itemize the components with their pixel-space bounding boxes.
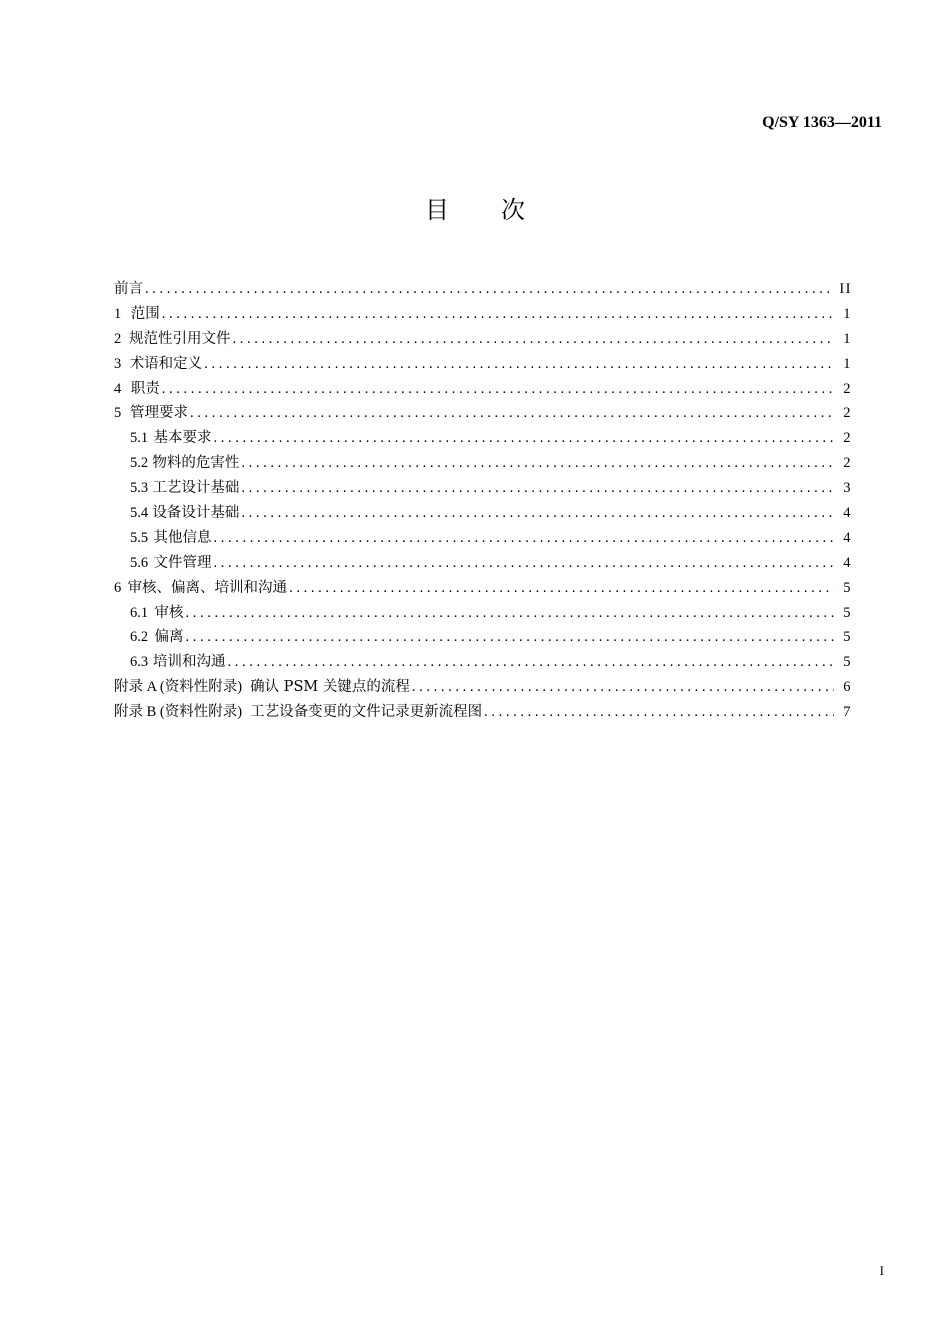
toc-entry-label: 文件管理 bbox=[153, 554, 212, 571]
toc-entry-label: 前言 bbox=[114, 281, 143, 297]
toc-entry-page: 5 bbox=[843, 629, 852, 646]
toc-entry-number: 附录 B (资料性附录) bbox=[114, 704, 243, 721]
toc-entry-number: 5.3 bbox=[130, 480, 149, 497]
page-number: I bbox=[879, 1263, 884, 1278]
toc-entry-number: 5.1 bbox=[130, 430, 149, 447]
toc-entry-number: 6.3 bbox=[130, 654, 149, 671]
toc-entry-number: 3 bbox=[114, 355, 122, 372]
toc-entry-page: 2 bbox=[843, 430, 852, 447]
toc-entry-number: 5.2 bbox=[130, 455, 149, 472]
page-title bbox=[0, 190, 950, 225]
toc-entry-number: 5 bbox=[114, 405, 122, 422]
toc-leader-dots bbox=[213, 555, 834, 572]
toc-entry[interactable] bbox=[114, 650, 852, 675]
table-of-contents bbox=[114, 277, 852, 725]
toc-entry-page: 5 bbox=[843, 654, 852, 671]
toc-entry-page: 2 bbox=[843, 380, 852, 397]
page-title-char-2: 次 bbox=[501, 196, 525, 224]
toc-entry-page: 7 bbox=[843, 704, 852, 721]
toc-entry-page: 5 bbox=[843, 579, 852, 596]
toc-entry[interactable] bbox=[114, 576, 852, 601]
toc-entry[interactable] bbox=[114, 501, 852, 526]
toc-leader-dots bbox=[412, 679, 834, 696]
toc-entry-page: 1 bbox=[843, 305, 852, 322]
page-title-char-1: 目 bbox=[425, 196, 449, 224]
toc-entry[interactable] bbox=[114, 451, 852, 476]
toc-entry-label: 物料的危害性 bbox=[152, 455, 240, 472]
toc-entry-page: 2 bbox=[843, 405, 852, 422]
toc-leader-dots bbox=[227, 654, 834, 671]
toc-entry-page: 4 bbox=[843, 529, 852, 546]
toc-leader-dots bbox=[241, 505, 834, 522]
toc-leader-dots bbox=[213, 530, 834, 547]
toc-leader-dots bbox=[186, 605, 834, 622]
toc-leader-dots bbox=[162, 306, 834, 323]
toc-entry-number: 2 bbox=[114, 330, 122, 347]
toc-entry-label: 术语和定义 bbox=[129, 355, 203, 372]
toc-entry[interactable] bbox=[114, 700, 852, 725]
toc-entry-number: 5.5 bbox=[130, 529, 149, 546]
toc-entry-page: 3 bbox=[843, 480, 852, 497]
toc-entry[interactable] bbox=[114, 551, 852, 576]
toc-leader-dots bbox=[162, 381, 834, 398]
toc-leader-dots bbox=[241, 455, 834, 472]
toc-entry-label: 范围 bbox=[130, 305, 160, 322]
toc-entry[interactable] bbox=[114, 526, 852, 551]
toc-entry-label: 工艺设备变更的文件记录更新流程图 bbox=[250, 704, 483, 721]
toc-entry-page: 6 bbox=[843, 679, 852, 696]
toc-leader-dots bbox=[484, 704, 834, 721]
toc-entry-page: 2 bbox=[843, 455, 852, 472]
standard-code: Q/SY 1363—2011 bbox=[762, 114, 882, 131]
toc-entry-page: 1 bbox=[843, 355, 852, 372]
toc-leader-dots bbox=[213, 430, 834, 447]
toc-entry-label: 确认 PSM 关键点的流程 bbox=[250, 679, 410, 696]
toc-entry-label: 职责 bbox=[130, 380, 160, 397]
toc-entry-label: 规范性引用文件 bbox=[128, 330, 231, 347]
toc-entry-page: 5 bbox=[843, 604, 852, 621]
toc-entry[interactable] bbox=[114, 352, 852, 377]
toc-entry[interactable] bbox=[114, 426, 852, 451]
toc-entry[interactable] bbox=[114, 277, 852, 302]
toc-entry-label: 偏离 bbox=[154, 629, 184, 646]
toc-entry-number: 4 bbox=[114, 380, 122, 397]
toc-entry-page: 4 bbox=[843, 505, 852, 522]
toc-entry-number: 6.2 bbox=[130, 629, 149, 646]
toc-leader-dots bbox=[241, 480, 834, 497]
toc-entry-label: 审核 bbox=[154, 604, 184, 621]
toc-leader-dots bbox=[289, 580, 834, 597]
toc-entry[interactable] bbox=[114, 377, 852, 402]
toc-entry-page: 4 bbox=[843, 554, 852, 571]
toc-entry-number: 6.1 bbox=[130, 604, 149, 621]
toc-entry[interactable] bbox=[114, 675, 852, 700]
toc-leader-dots bbox=[190, 405, 834, 422]
toc-entry[interactable] bbox=[114, 601, 852, 626]
toc-entry-number: 5.4 bbox=[130, 505, 149, 522]
toc-entry[interactable] bbox=[114, 625, 852, 650]
toc-entry[interactable] bbox=[114, 302, 852, 327]
toc-entry-number: 1 bbox=[114, 305, 122, 322]
toc-entry-number: 附录 A (资料性附录) bbox=[114, 679, 243, 696]
toc-entry[interactable] bbox=[114, 401, 852, 426]
toc-entry-label: 培训和沟通 bbox=[152, 654, 226, 671]
toc-leader-dots bbox=[204, 356, 834, 373]
toc-entry-label: 设备设计基础 bbox=[152, 505, 240, 522]
toc-entry-page: II bbox=[839, 281, 852, 297]
toc-entry-number: 5.6 bbox=[130, 554, 149, 571]
toc-entry[interactable] bbox=[114, 476, 852, 501]
toc-entry-label: 其他信息 bbox=[153, 529, 212, 546]
toc-entry-label: 基本要求 bbox=[153, 430, 212, 447]
toc-leader-dots bbox=[232, 331, 834, 348]
toc-entry-label: 工艺设计基础 bbox=[152, 480, 240, 497]
toc-leader-dots bbox=[145, 281, 834, 298]
toc-leader-dots bbox=[186, 629, 834, 646]
toc-entry-label: 管理要求 bbox=[130, 405, 189, 422]
toc-entry[interactable] bbox=[114, 327, 852, 352]
toc-entry-label: 审核、偏离、培训和沟通 bbox=[127, 579, 288, 596]
toc-entry-number: 6 bbox=[114, 579, 122, 596]
toc-entry-page: 1 bbox=[843, 330, 852, 347]
